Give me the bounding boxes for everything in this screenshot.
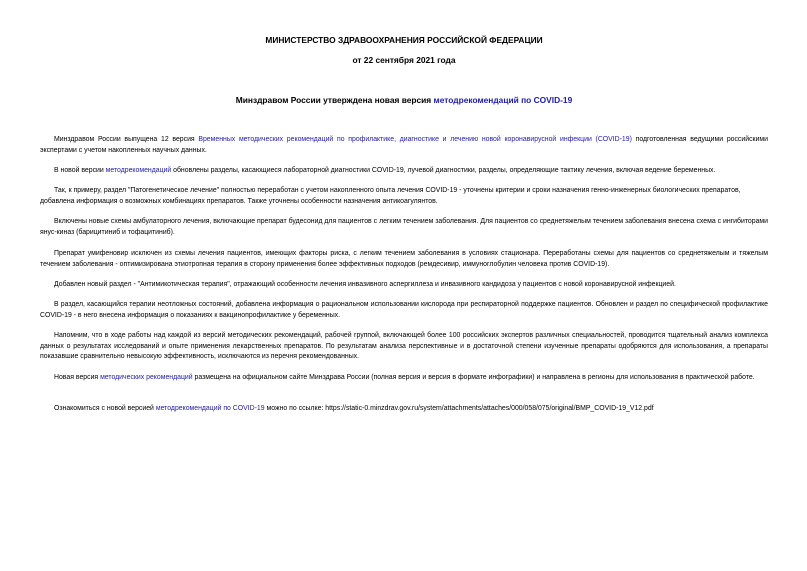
p1-text-start: Минздравом России выпущена 12 версия (54, 136, 199, 143)
ministry-title: МИНИСТЕРСТВО ЗДРАВООХРАНЕНИЯ РОССИЙСКОЙ ФЕДЕРАЦИИ (265, 35, 543, 45)
paragraph-working-group: Напомним, что в ходе работы над каждой из версий методических рекомендаций, рабочей группой, включающей более 100 российских экспертов различных специальностей, проводится тщательный анализ комплекса данных о результатах исследований и опыте применения лекарственных препаратов. По результатам анализа перспективные и в достаточной степени изученные препараты одобряются для использования, а препараты показавшие сравнительно невысокую эффективность, исключаются из перечня рекомендованных. (40, 332, 768, 361)
paragraph-emergency-therapy: В раздел, касающийся терапии неотложных состояний, добавлена информация о рациональном использовании кислорода при респираторной поддержке пациентов. Обновлен и раздел по специфической профилактике COVID-19 - в него внесена информация о показаниях к вакцинопрофилактике у беременных. (40, 301, 768, 319)
recommendations-link[interactable]: методрекомендаций (105, 167, 172, 174)
p9-text-end: размещена на официальном сайте Минздрава России (полная версия и версия в формате инфографики) и направлена в регионы для использования в практической работе. (192, 374, 755, 381)
headline-link[interactable]: методрекомендаций по COVID-19 (433, 95, 573, 105)
p1-text-end: подготовленная ведущими российскими экспертами с учетом накопленных научных данных. (40, 136, 768, 154)
paragraph-download-link (40, 404, 768, 415)
paragraph-pathogenetic-treatment: Так, к примеру, раздел "Патогенетическое лечение" полностью переработан с учетом накопленного опыта лечения COVID-19 - уточнены критерии и сроки назначения генно-инженерных биологических препаратов, добавлена информация о возможных комбинациях препаратов. Также уточнены особенности назначения антикоагулянтов. (40, 187, 741, 205)
paragraph-updated-sections (40, 166, 768, 177)
document-date: от 22 сентября 2021 года (352, 55, 456, 65)
news-headline (40, 95, 768, 106)
headline-text: Минздравом России утверждена новая версия (235, 95, 434, 105)
paragraph-antimycotic: Добавлен новый раздел - "Антимикотическая терапия", отражающий особенности лечения инвазивного аспергиллеза и инвазивного кандидоза у пациентов с новой коронавирусной инфекцией. (54, 281, 676, 288)
p10-text-start: Ознакомиться с новой версией (54, 405, 156, 412)
paragraph-outpatient-schemes: Включены новые схемы амбулаторного лечения, включающие препарат будесонид для пациентов с легким течением заболевания. Для пациентов со среднетяжелым течением заболевания внесена схема с ингибиторами янус-киназ (барицитиниб и тофацитиниб). (40, 218, 768, 236)
paragraph-version-release (40, 135, 768, 156)
p10-text-end: можно по ссылке: https://static-0.minzdrav.gov.ru/system/attachments/attaches/000/058/075/original/BMP_COVID-19_V12.pdf (264, 405, 654, 412)
p2-text-start: В новой версии (54, 167, 106, 174)
paragraph-umifenovir: Препарат умифеновир исключен из схемы лечения пациентов, имеющих факторы риска, с легким течением заболевания в условиях стационара. Переработаны схемы для пациентов со среднетяжелым и тяжелым течением заболевания - оптимизирована этиотропная терапия в сторону применения более эффективных подходов (ремдесивир, иммуноглобулин человека против COVID-19). (40, 250, 768, 268)
p9-text-start: Новая версия (54, 374, 101, 381)
p2-text-end: обновлены разделы, касающиеся лабораторной диагностики COVID-19, лучевой диагностики, разделы, определяющие тактику лечения, включая ведение беременных. (171, 167, 716, 174)
covid-recommendations-link[interactable]: методрекомендаций по COVID-19 (155, 405, 265, 412)
paragraph-new-version-published (40, 373, 768, 384)
temporary-recommendations-link[interactable]: Временных методических рекомендаций по профилактике, диагностике и лечению новой коронавирусной инфекции (COVID-19) (198, 136, 632, 143)
methodical-recommendations-link[interactable]: методических рекомендаций (100, 374, 193, 381)
